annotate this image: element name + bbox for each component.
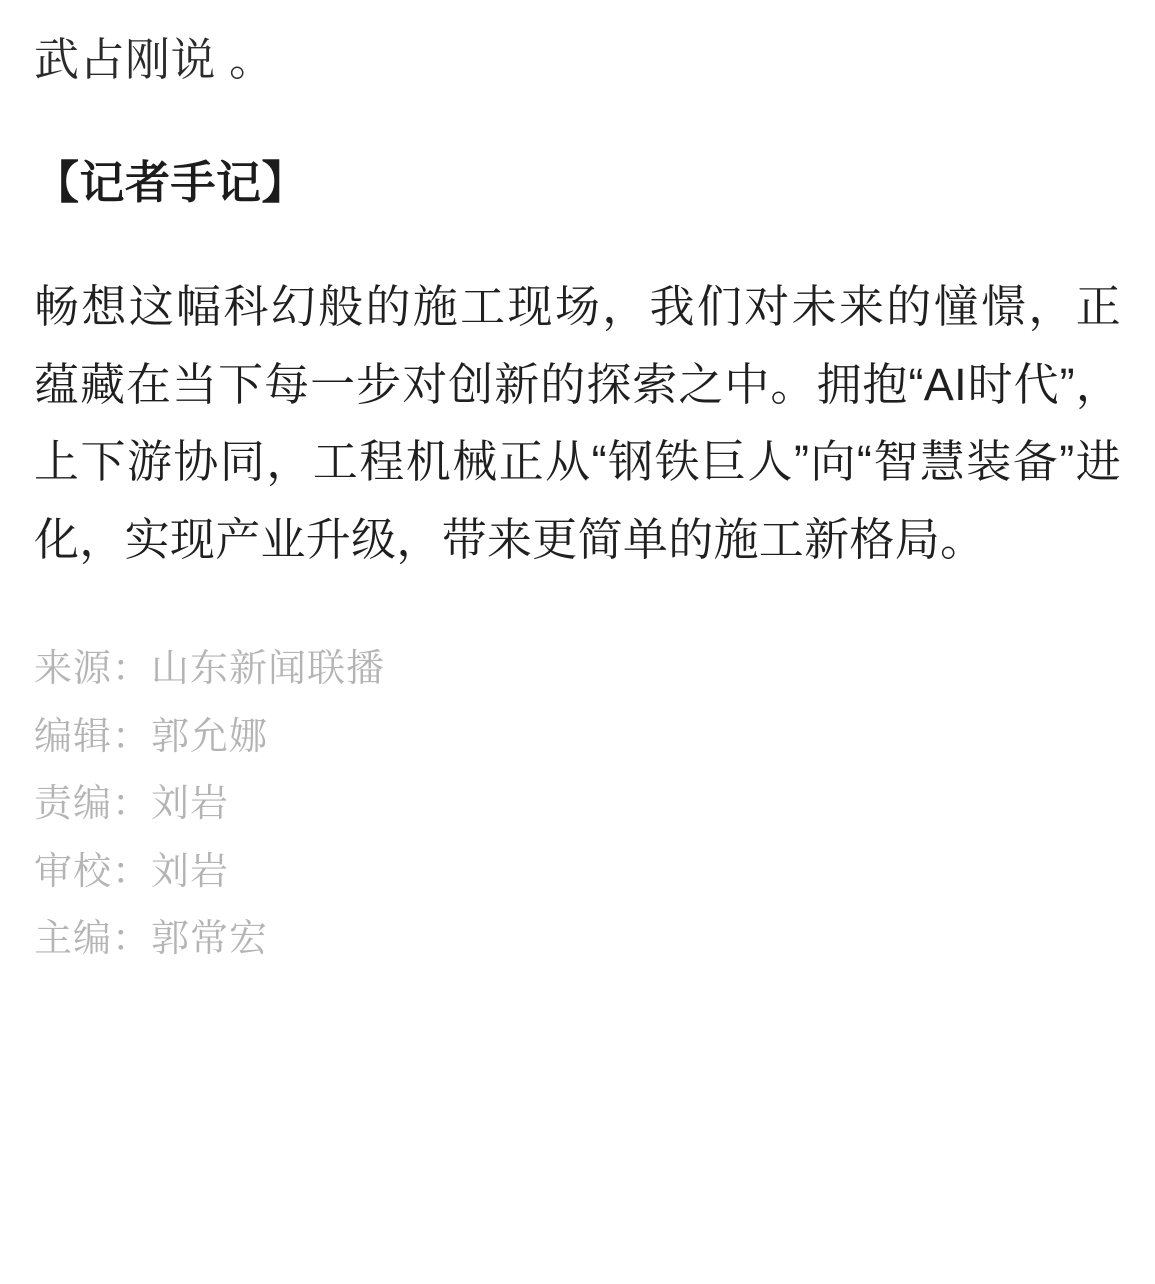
article-lead-line: 武占刚说 。 bbox=[34, 34, 275, 85]
credit-proofreader: 审校：刘岩 bbox=[34, 850, 230, 893]
credits-block bbox=[34, 636, 1121, 974]
credit-responsible-editor: 责编：刘岩 bbox=[34, 783, 230, 826]
article-body-paragraph: 畅想这幅科幻般的施工现场，我们对未来的憧憬，正蕴藏在当下每一步对创新的探索之中。拥抱“AI时代”，上下游协同，工程机械正从“钢铁巨人”向“智慧装备”进化，实现产业升级，带来更简单的施工新格局。 bbox=[34, 281, 1121, 565]
credit-chief-editor: 主编：郭常宏 bbox=[34, 918, 269, 961]
credit-editor: 编辑：郭允娜 bbox=[34, 715, 269, 758]
section-heading-reporter-notes: 【记者手记】 bbox=[34, 156, 308, 208]
credit-source: 来源：山东新闻联播 bbox=[34, 647, 386, 690]
